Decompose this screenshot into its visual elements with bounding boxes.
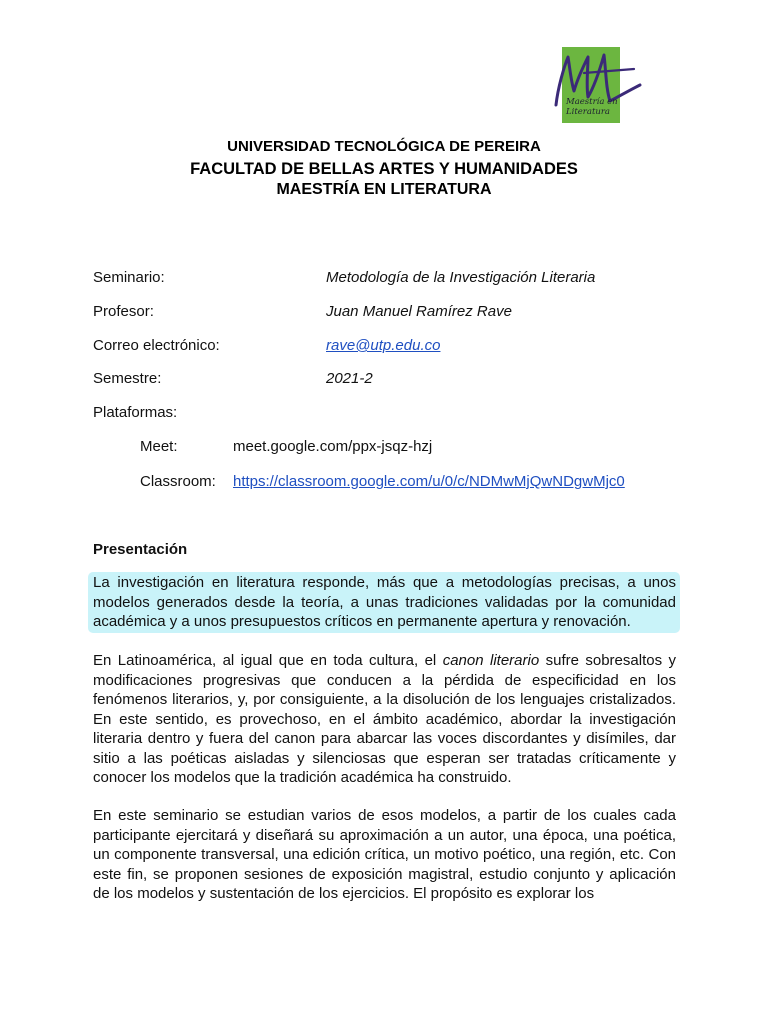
maestria-logo <box>562 47 620 123</box>
classroom-label: Classroom: <box>140 473 216 490</box>
program-heading: MAESTRÍA EN LITERATURA <box>276 181 492 198</box>
logo-line2: Literatura <box>566 107 610 117</box>
seminario-value: Metodología de la Investigación Literaria <box>326 269 596 286</box>
logo-caption <box>566 97 626 117</box>
p2-after: sufre sobresaltos y modificaciones progresivas que conducen a la pérdida de especificidad en los fenómenos literarios, y, por consiguiente, a la disolución de los lenguajes cristalizados. En este sentido, es provechoso, en el ámbito académico, abordar la investigación literaria dentro y fuera del canon para abarcar las voces discordantes y disímiles, dar sitio a las poéticas aisladas y silenciosas que esperan ser tratadas críticamente y conocer los modelos que la tradición académica ha construido. <box>93 652 676 786</box>
profesor-value: Juan Manuel Ramírez Rave <box>326 303 512 320</box>
presentacion-title: Presentación <box>93 541 188 558</box>
semestre-label: Semestre: <box>93 370 162 387</box>
meet-value: meet.google.com/ppx-jsqz-hzj <box>233 438 433 455</box>
semestre-value: 2021-2 <box>326 370 373 387</box>
presentacion-paragraph-2 <box>93 651 676 788</box>
classroom-link[interactable]: https://classroom.google.com/u/0/c/NDMwMjQwNDgwMjc0 <box>233 473 625 490</box>
university-heading: UNIVERSIDAD TECNOLÓGICA DE PEREIRA <box>227 138 541 155</box>
canon-literario-term: canon literario <box>442 652 540 669</box>
plataformas-label: Plataformas: <box>93 404 178 421</box>
seminario-label: Seminario: <box>93 269 165 286</box>
logo-line1: Maestría en <box>566 97 618 107</box>
email-link[interactable]: rave@utp.edu.co <box>326 337 441 354</box>
faculty-heading: FACULTAD DE BELLAS ARTES Y HUMANIDADES <box>190 160 578 178</box>
presentacion-paragraph-1: La investigación en literatura responde, más que a metodologías precisas, a unos modelos generados desde la teoría, a unas tradiciones validadas por la comunidad académica y a unos presupuestos críticos en permanente apertura y renovación. <box>93 574 676 630</box>
presentacion-paragraph-3: En este seminario se estudian varios de esos modelos, a partir de los cuales cada participante ejercitará y diseñará su aproximación a un autor, una época, una poética, un componente transversal, una edición crítica, un motivo poético, una región, etc. Con este fin, se proponen sesiones de exposición magistral, estudio conjunto y aplicación de los modelos y sustentación de los ejercicios. El propósito es explorar los <box>93 807 676 902</box>
meet-label: Meet: <box>140 438 178 455</box>
profesor-label: Profesor: <box>93 303 154 320</box>
p2-before: En Latinoamérica, al igual que en toda cultura, el <box>93 652 443 669</box>
correo-label: Correo electrónico: <box>93 337 220 354</box>
